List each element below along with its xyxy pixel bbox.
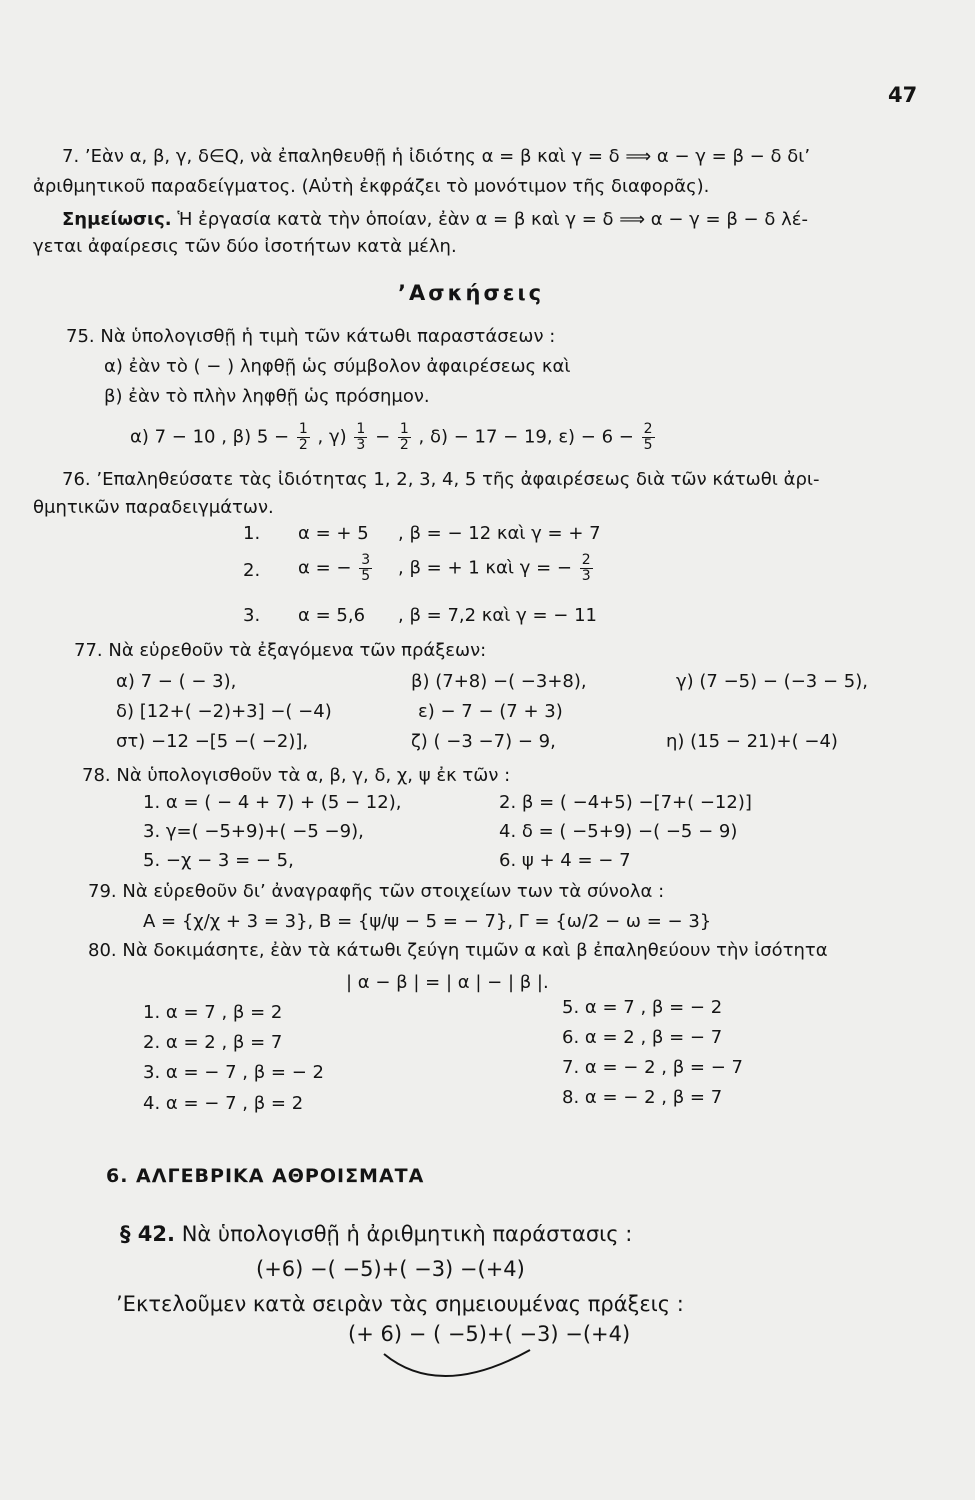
expression-1: (+6) −( −5)+( −3) −(+4) (256, 1257, 525, 1281)
ex76-row-1-rest: , β = − 12 καὶ γ = + 7 (398, 523, 601, 544)
ex75-case-b: β) ἐὰν τὸ πλὴν ληφθῇ ὡς πρόσημον. (104, 386, 430, 407)
fraction-denominator: 2 (399, 437, 409, 453)
ex78-item-3: 3. γ=( −5+9)+( −5 −9), (143, 821, 364, 842)
ex76-row-1-alpha: α = + 5 (298, 523, 369, 544)
ex75-expressions (130, 422, 657, 453)
fraction-denominator: 5 (361, 568, 371, 584)
ex80-intro: 80. Νὰ δοκιμάσητε, ἐὰν τὰ κάτωθι ζεύγη τιμῶν α καὶ β ἐπαληθεύουν τὴν ἰσότητα (88, 940, 828, 961)
grouping-arc (380, 1348, 540, 1392)
ex76-row-2-rest (398, 553, 595, 584)
ex80-pair-2: 2. α = 2 , β = 7 (143, 1032, 283, 1053)
ex76-row-2-fraction-alpha (359, 553, 372, 584)
ex80-pair-5: 5. α = 7 , β = − 2 (562, 997, 723, 1018)
ex80-pair-6: 6. α = 2 , β = − 7 (562, 1027, 723, 1048)
fraction-denominator: 5 (643, 437, 653, 453)
ex77-h: η) (15 − 21)+( −4) (666, 731, 838, 752)
ex76-row-2-alpha (298, 553, 374, 584)
note-label: Σημείωσις. (62, 209, 172, 230)
ex79-intro: 79. Νὰ εὑρεθοῦν δι’ ἀναγραφῆς τῶν στοιχείων των τὰ σύνολα : (88, 881, 665, 902)
ex78-item-5: 5. −χ − 3 = − 5, (143, 850, 294, 871)
ex80-pair-7: 7. α = − 2 , β = − 7 (562, 1057, 743, 1078)
fraction-denominator: 3 (356, 437, 366, 453)
note-text: Ἡ ἐργασία κατὰ τὴν ὁποίαν, ἐὰν α = β καὶ γ = δ ⟹ α − γ = β − δ λέ- (177, 209, 808, 230)
ex80-pair-1: 1. α = 7 , β = 2 (143, 1002, 283, 1023)
fraction-numerator: 3 (361, 552, 371, 568)
item-7-line-2: ἀριθμητικοῦ παραδείγματος. (Αὐτὴ ἐκφράζει τὸ μονότιμον τῆς διαφορᾶς). (33, 176, 710, 197)
fraction-numerator: 1 (298, 421, 308, 437)
ex76-row-2-number: 2. (243, 560, 261, 581)
item-7-line-1: 7. ’Εὰν α, β, γ, δ∈Q, νὰ ἐπαληθευθῇ ἡ ἰδιότης α = β καὶ γ = δ ⟹ α − γ = β − δ δι’ (62, 146, 811, 167)
ex76-row-3-alpha: α = 5,6 (298, 605, 366, 626)
fraction-denominator: 2 (298, 437, 308, 453)
page-number: 47 (888, 83, 918, 107)
ex80-pair-8: 8. α = − 2 , β = 7 (562, 1087, 723, 1108)
ex77-a: α) 7 − ( − 3), (116, 671, 237, 692)
ex77-z: ζ) ( −3 −7) − 9, (411, 731, 556, 752)
paragraph-mark: § 42. (120, 1222, 176, 1246)
note-line-1 (62, 209, 808, 230)
ex78-item-6: 6. ψ + 4 = − 7 (499, 850, 631, 871)
paragraph-text: Νὰ ὑπολογισθῇ ἡ ἀριθμητικὴ παράστασις : (181, 1222, 633, 1246)
ex75-fraction-1 (297, 422, 310, 453)
ex79-sets: A = {χ/χ + 3 = 3}, B = {ψ/ψ − 5 = − 7}, Γ = {ω/2 − ω = − 3} (143, 911, 712, 932)
ex76-line-1: 76. ’Επαληθεύσατε τὰς ἰδιότητας 1, 2, 3, 4, 5 τῆς ἀφαιρέσεως διὰ τῶν κάτωθι ἀρι- (62, 469, 820, 490)
ex77-e: ε) − 7 − (7 + 3) (418, 701, 563, 722)
ex78-item-2: 2. β = ( −4+5) −[7+( −12)] (499, 792, 752, 813)
ex77-st: στ) −12 −[5 −( −2)], (116, 731, 309, 752)
ex80-pair-4: 4. α = − 7 , β = 2 (143, 1093, 304, 1114)
exercises-heading: ’Ασκήσεις (398, 281, 545, 305)
ex80-identity: | α − β | = | α | − | β |. (346, 972, 549, 993)
expression-2: (+ 6) − ( −5)+( −3) −(+4) (348, 1322, 631, 1346)
fraction-numerator: 1 (356, 421, 366, 437)
ex75-fraction-3 (398, 422, 411, 453)
ex77-d: δ) [12+( −2)+3] −( −4) (116, 701, 332, 722)
ex76-row-2-fraction-gamma (580, 553, 593, 584)
ex76-line-2: θμητικῶν παραδειγμάτων. (33, 497, 274, 518)
ex77-g: γ) (7 −5) − (−3 − 5), (676, 671, 868, 692)
ex75-expr-a: α) 7 − 10 , β) 5 − (130, 426, 290, 448)
fraction-numerator: 2 (581, 552, 591, 568)
ex75-expr-minus: − (375, 426, 391, 448)
ex78-item-1: 1. α = ( − 4 + 7) + (5 − 12), (143, 792, 402, 813)
ex80-pair-3: 3. α = − 7 , β = − 2 (143, 1062, 324, 1083)
ex76-row-1-number: 1. (243, 523, 261, 544)
ex76-row-2-rest-text: , β = + 1 καὶ γ = − (398, 557, 572, 579)
ex78-intro: 78. Νὰ ὑπολογισθοῦν τὰ α, β, γ, δ, χ, ψ ἐκ τῶν : (82, 765, 511, 786)
ex76-row-3-number: 3. (243, 605, 261, 626)
ex75-expr-g: , γ) (317, 426, 347, 448)
ex78-item-4: 4. δ = ( −5+9) −( −5 − 9) (499, 821, 738, 842)
fraction-denominator: 3 (581, 568, 591, 584)
section-title: 6. ΑΛΓΕΒΡΙΚΑ ΑΘΡΟΙΣΜΑΤΑ (106, 1165, 425, 1187)
note-line-2: γεται ἀφαίρεσις τῶν δύο ἰσοτήτων κατὰ μέλη. (33, 236, 457, 257)
ex77-b: β) (7+8) −( −3+8), (411, 671, 587, 692)
ex76-row-2-alpha-text: α = − (298, 557, 352, 579)
fraction-numerator: 1 (399, 421, 409, 437)
paragraph-42 (120, 1222, 632, 1246)
fraction-numerator: 2 (643, 421, 653, 437)
ex75-expr-d: , δ) − 17 − 19, ε) − 6 − (418, 426, 634, 448)
ex75-fraction-4 (642, 422, 655, 453)
ex75-intro: 75. Νὰ ὑπολογισθῇ ἡ τιμὴ τῶν κάτωθι παραστάσεων : (66, 326, 556, 347)
ex77-intro: 77. Νὰ εὑρεθοῦν τὰ ἐξαγόμενα τῶν πράξεων: (74, 640, 487, 661)
ex75-case-a: α) ἐὰν τὸ ( − ) ληφθῇ ὡς σύμβολον ἀφαιρέσεως καὶ (104, 356, 571, 377)
ex75-fraction-2 (354, 422, 367, 453)
paragraph-line-2: ’Εκτελοῦμεν κατὰ σειρὰν τὰς σημειουμένας πράξεις : (116, 1292, 684, 1316)
ex76-row-3-rest: , β = 7,2 καὶ γ = − 11 (398, 605, 597, 626)
